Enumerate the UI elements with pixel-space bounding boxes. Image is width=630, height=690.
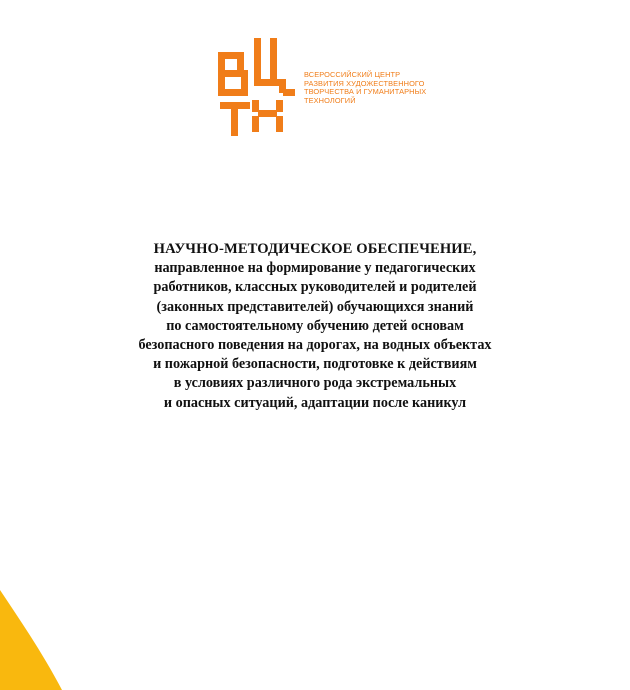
vcht-monogram-logo-icon: [214, 34, 298, 138]
title-line-8: в условиях различного рода экстремальных: [173, 375, 457, 392]
title-heading: НАУЧНО-МЕТОДИЧЕСКОЕ ОБЕСПЕЧЕНИЕ,: [153, 241, 477, 257]
org-name-line-3: ТВОРЧЕСТВА И ГУМАНИТАРНЫХ: [304, 87, 427, 97]
org-name-line-1: ВСЕРОССИЙСКИЙ ЦЕНТР: [304, 70, 401, 79]
decorative-corner-arc: [0, 590, 70, 690]
org-name-line-4: ТЕХНОЛОГИЙ: [304, 95, 356, 105]
title-line-9: и опасных ситуаций, адаптации после каникул: [163, 394, 467, 411]
title-line-6: безопасного поведения на дорогах, на водных объектах: [138, 337, 492, 354]
title-line-3: работников, классных руководителей и родителей: [153, 279, 477, 296]
document-title: [40, 240, 590, 413]
title-line-4: (законных представителей) обучающихся знаний: [156, 298, 474, 315]
organization-logo: [214, 34, 454, 144]
title-line-2: направленное на формирование у педагогических: [154, 260, 476, 277]
title-line-5: по самостоятельному обучению детей основам: [166, 317, 464, 334]
org-name-line-2: РАЗВИТИЯ ХУДОЖЕСТВЕННОГО: [304, 78, 425, 88]
title-line-7: и пожарной безопасности, подготовке к действиям: [153, 356, 477, 373]
organization-name: [304, 71, 464, 105]
